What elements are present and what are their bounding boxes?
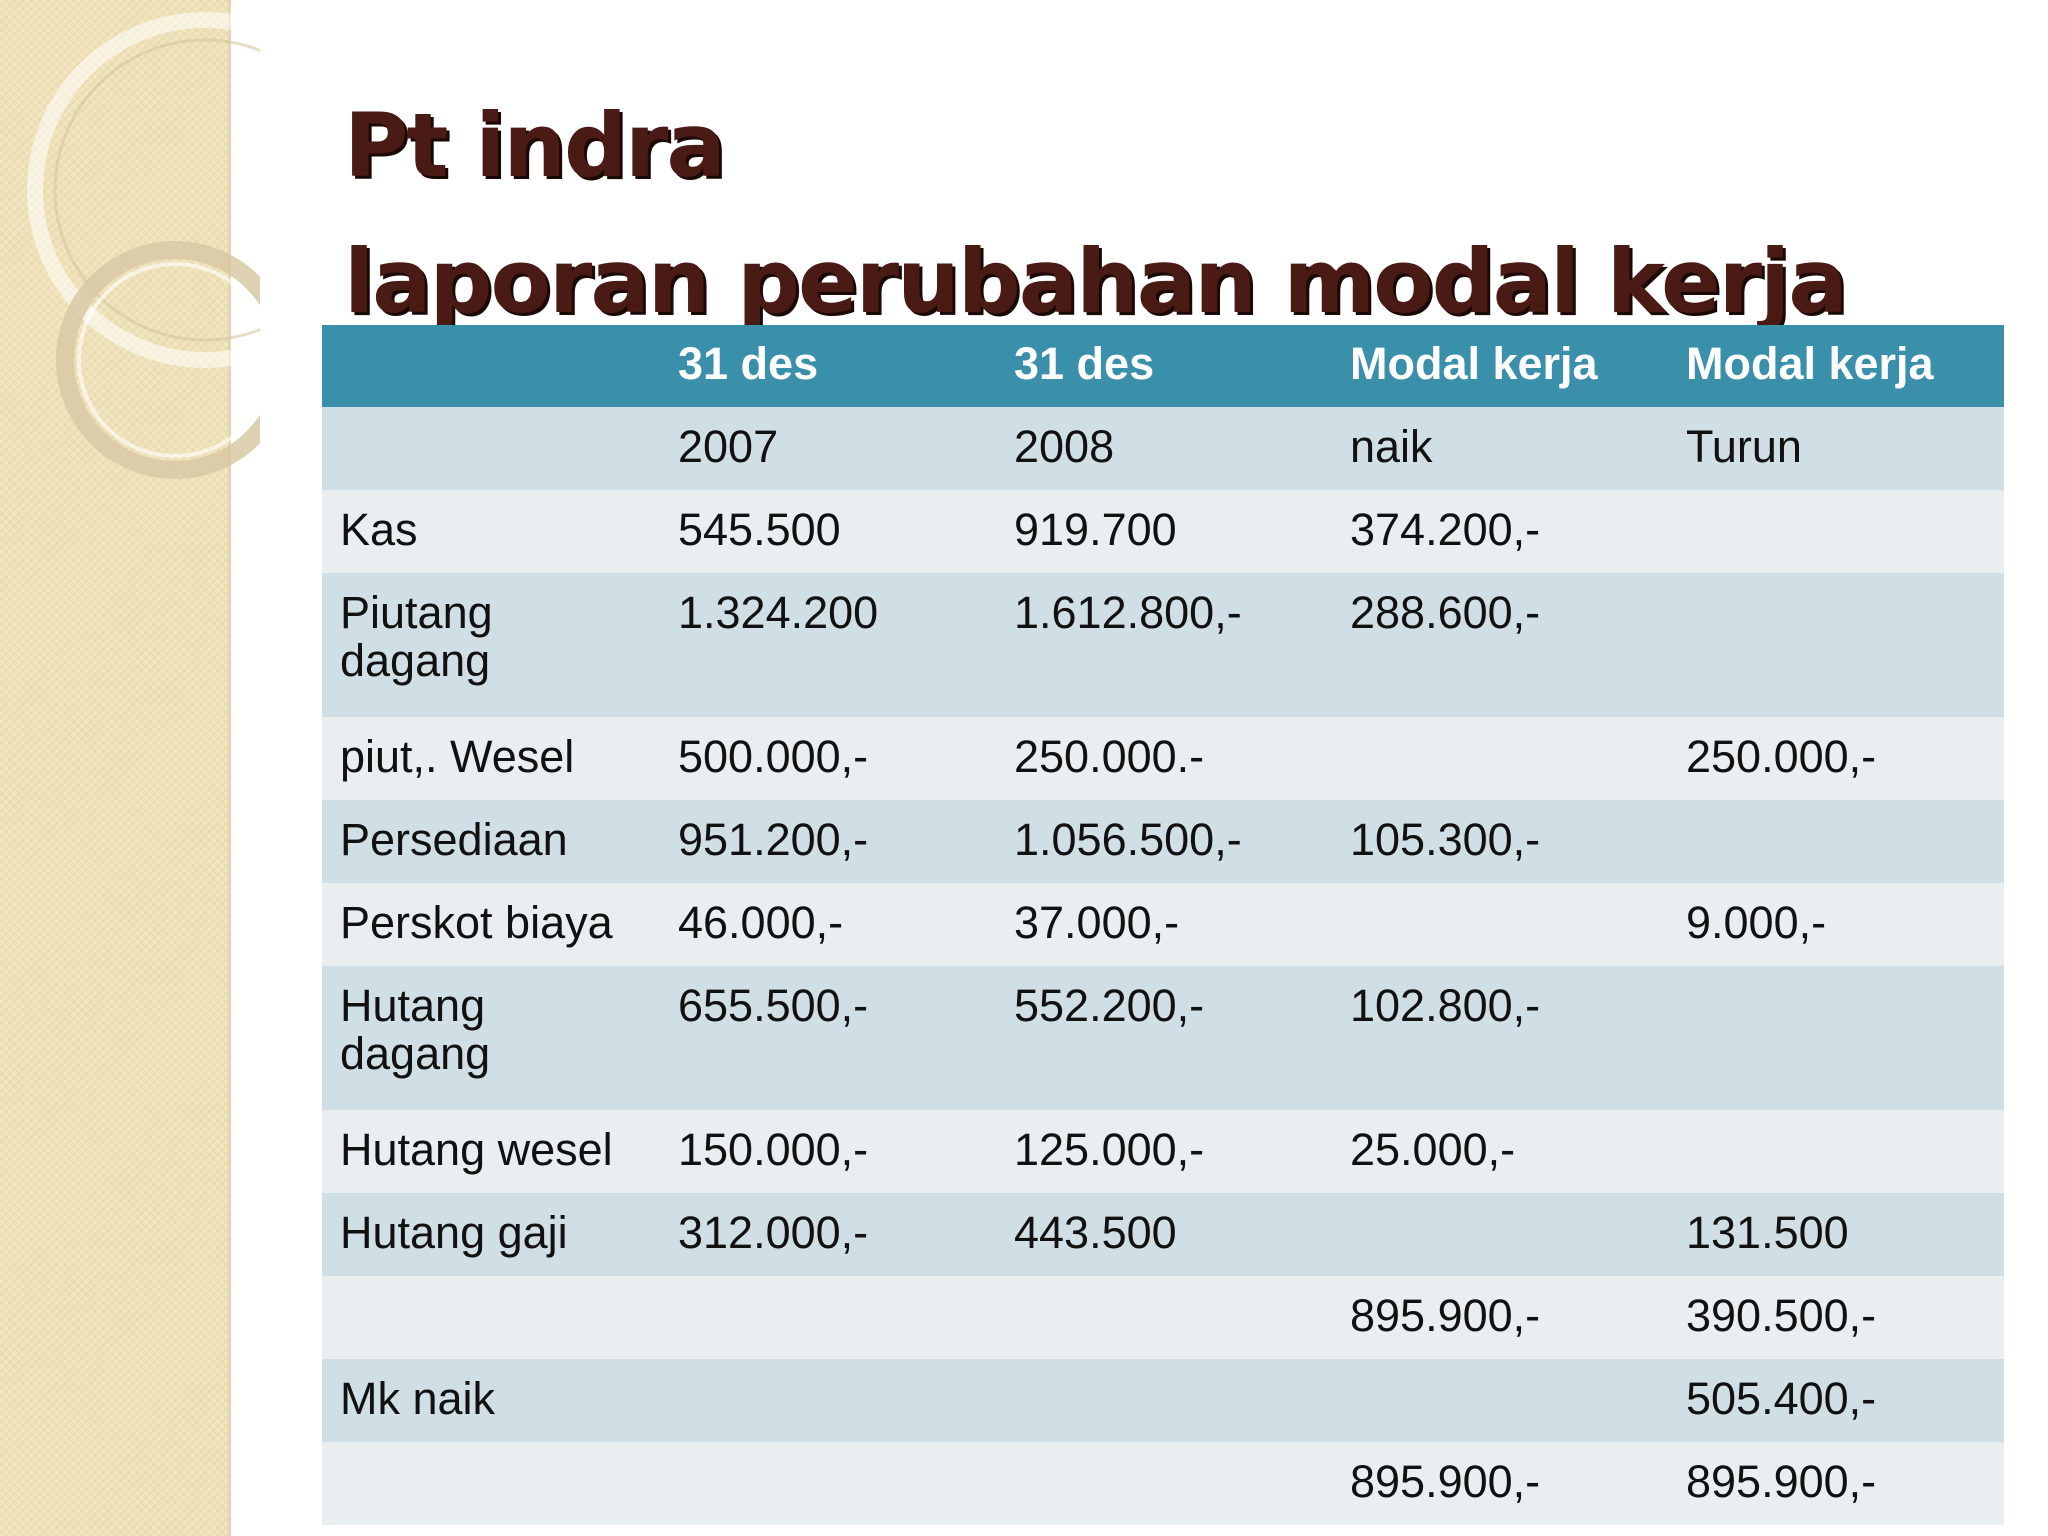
table-cell: Piutang dagang	[340, 587, 493, 686]
table-cell: 250.000,-	[1686, 731, 1877, 782]
table-cell: 131.500	[1686, 1207, 1849, 1258]
table-cell: Hutang gaji	[340, 1207, 568, 1258]
table-cell	[322, 407, 660, 490]
table-cell: 105.300,-	[1350, 814, 1541, 865]
table-cell: 125.000,-	[1014, 1124, 1205, 1175]
title-company: Pt indra	[344, 94, 724, 197]
table-cell	[660, 1442, 996, 1525]
table-cell: 552.200,-	[1014, 980, 1205, 1031]
table-cell	[322, 1442, 660, 1525]
table-cell: 250.000.-	[1014, 731, 1205, 782]
table-cell	[1668, 1110, 2004, 1193]
table-cell	[1332, 883, 1668, 966]
table-cell	[322, 1276, 660, 1359]
table-row	[322, 800, 2004, 883]
header-cell-account	[322, 325, 660, 407]
table-cell: 919.700	[1014, 504, 1177, 555]
table-cell: 150.000,-	[678, 1124, 869, 1175]
table-cell	[1668, 573, 2004, 717]
table-cell	[996, 1359, 1332, 1442]
table-row	[322, 1193, 2004, 1276]
table-header-row	[322, 325, 2004, 407]
page-title	[344, 78, 1846, 350]
table-cell	[1332, 1359, 1668, 1442]
table-cell: 895.900,-	[1686, 1456, 1877, 1507]
table-cell	[1668, 966, 2004, 1110]
table-cell	[660, 1359, 996, 1442]
table-cell: Hutang wesel	[340, 1124, 613, 1175]
table-cell: 102.800,-	[1350, 980, 1541, 1031]
table-cell: 500.000,-	[678, 731, 869, 782]
table-cell: 390.500,-	[1686, 1290, 1877, 1341]
decorative-rings	[0, 0, 260, 520]
table-cell: Turun	[1686, 421, 1802, 472]
table-cell: 46.000,-	[678, 897, 844, 948]
table-cell: 895.900,-	[1350, 1456, 1541, 1507]
table-row	[322, 966, 2004, 1110]
table-row	[322, 407, 2004, 490]
table-row	[322, 717, 2004, 800]
table-cell	[1332, 1193, 1668, 1276]
table-cell: 374.200,-	[1350, 504, 1541, 555]
table-cell: naik	[1350, 421, 1433, 472]
table-cell: 9.000,-	[1686, 897, 1827, 948]
working-capital-table	[322, 325, 2004, 1525]
table-cell	[1668, 490, 2004, 573]
table-cell: 1.056.500,-	[1014, 814, 1242, 865]
table-cell: 37.000,-	[1014, 897, 1180, 948]
table-cell	[1668, 800, 2004, 883]
table-cell: 2008	[1014, 421, 1115, 472]
table-cell: piut,. Wesel	[340, 731, 575, 782]
table-row	[322, 490, 2004, 573]
table-row	[322, 1442, 2004, 1525]
header-cell-date-2007: 31 des	[678, 338, 819, 389]
table-row	[322, 883, 2004, 966]
header-cell-working-capital-up: Modal kerja	[1350, 338, 1598, 389]
table-cell: Mk naik	[340, 1373, 496, 1424]
table-cell: 951.200,-	[678, 814, 869, 865]
table-cell: 312.000,-	[678, 1207, 869, 1258]
table-cell: Hutang dagang	[340, 980, 491, 1079]
table-row	[322, 573, 2004, 717]
table-cell	[996, 1442, 1332, 1525]
table-cell: 655.500,-	[678, 980, 869, 1031]
table-cell	[996, 1276, 1332, 1359]
title-report-name: laporan perubahan modal kerja	[344, 230, 1846, 333]
table-row	[322, 1110, 2004, 1193]
header-cell-date-2008: 31 des	[1014, 338, 1155, 389]
table-cell: 1.612.800,-	[1014, 587, 1242, 638]
table-cell: 288.600,-	[1350, 587, 1541, 638]
table-cell: 545.500	[678, 504, 841, 555]
table-cell: 2007	[678, 421, 779, 472]
header-cell-working-capital-down: Modal kerja	[1686, 338, 1934, 389]
table-row	[322, 1359, 2004, 1442]
table-cell: 443.500	[1014, 1207, 1177, 1258]
table-cell: 895.900,-	[1350, 1290, 1541, 1341]
table-cell: 1.324.200	[678, 587, 879, 638]
table-cell: Persediaan	[340, 814, 568, 865]
table-cell	[660, 1276, 996, 1359]
table-cell: 505.400,-	[1686, 1373, 1877, 1424]
table-cell: 25.000,-	[1350, 1124, 1516, 1175]
table-row	[322, 1276, 2004, 1359]
table-cell	[1332, 717, 1668, 800]
table-cell: Kas	[340, 504, 418, 555]
table-cell: Perskot biaya	[340, 897, 613, 948]
